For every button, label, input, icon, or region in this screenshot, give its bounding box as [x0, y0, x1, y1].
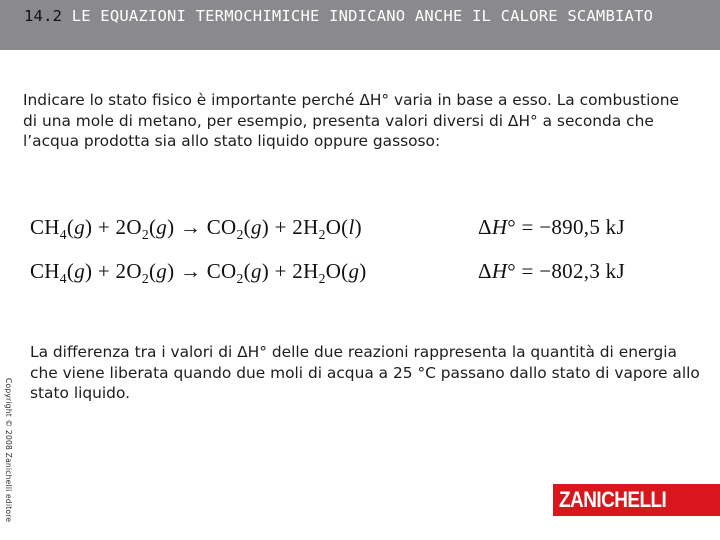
- copyright-notice: [0, 378, 14, 526]
- equation-row: [30, 215, 670, 245]
- section-number: 14.2: [24, 7, 63, 25]
- slide-header: [0, 0, 720, 50]
- equations-block: [30, 213, 670, 293]
- equation-enthalpy: ΔH° = −802,3 kJ: [478, 259, 625, 283]
- copyright-text: Copyright © 2008 Zanichelli editore: [4, 378, 13, 523]
- logo-text: ZANICHELLI: [559, 487, 667, 512]
- equation-reaction: $CH_4(g) + 2O_2(g) \to CO_2(g) + 2H_2O(g)$: [30, 259, 367, 287]
- intro-paragraph: Indicare lo stato fisico è importante perché ΔH° varia in base a esso. La combustione di una mole di metano, per esempio, presenta valori diversi di ΔH° a seconda che l’acqua prodotta sia allo stato liquido oppure gassoso:: [23, 91, 679, 150]
- equation-reaction: $CH_4(g) + 2O_2(g) \to CO_2(g) + 2H_2O(l)$: [30, 215, 362, 243]
- conclusion-paragraph: La differenza tra i valori di ΔH° delle due reazioni rappresenta la quantità di energia che viene liberata quando due moli di acqua a 25 °C passano dallo stato di vapore allo stato liquido.: [30, 343, 700, 402]
- publisher-logo: [553, 484, 720, 516]
- equation-enthalpy: ΔH° = −890,5 kJ: [478, 215, 625, 239]
- section-title: LE EQUAZIONI TERMOCHIMICHE INDICANO ANCHE IL CALORE SCAMBIATO: [71, 7, 654, 25]
- slide-title: [24, 6, 684, 26]
- equation-row: [30, 259, 670, 289]
